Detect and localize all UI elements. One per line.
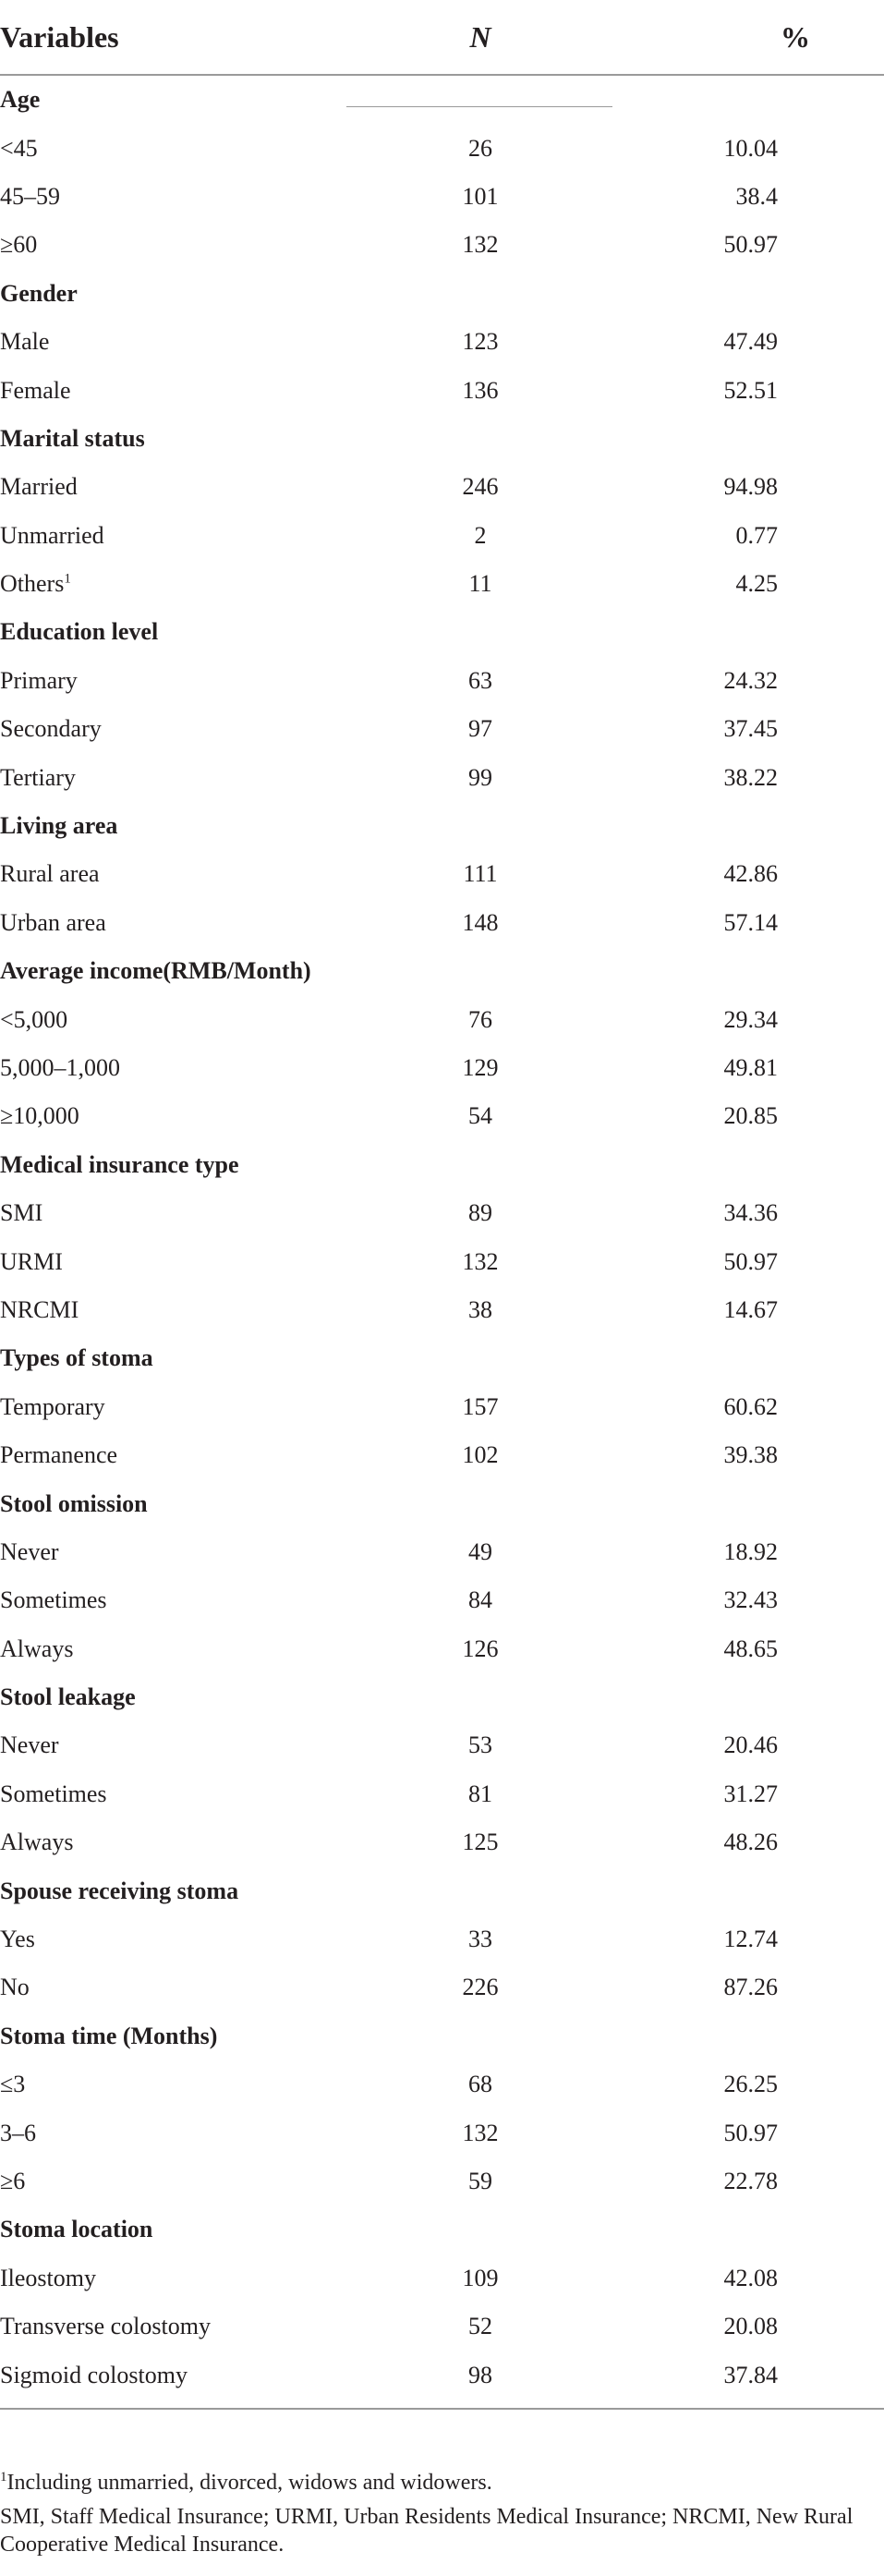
table-row: [0, 1092, 884, 1140]
row-label: Male: [0, 328, 50, 356]
row-label-cell: [0, 1286, 319, 1334]
group-header-row: [0, 1334, 884, 1382]
row-n: 123: [462, 328, 499, 356]
table-row: [0, 705, 884, 753]
row-label: <45: [0, 134, 38, 162]
table-bottom-rule: [0, 2408, 884, 2410]
row-n: 226: [462, 1974, 499, 2001]
row-percent: 12.74: [723, 1926, 778, 1953]
row-n: 111: [463, 860, 498, 888]
group-label: Spouse receiving stoma: [0, 1877, 239, 1904]
row-n: 132: [462, 231, 499, 259]
row-n: 53: [468, 1732, 492, 1759]
table-row: [0, 1286, 884, 1334]
group-label: Average income(RMB/Month): [0, 957, 311, 985]
row-percent: 14.67: [723, 1295, 778, 1323]
table-row: [0, 2254, 884, 2303]
group-label: Stool omission: [0, 1489, 148, 1517]
table-row: [0, 2108, 884, 2157]
row-n: 132: [462, 1247, 499, 1275]
row-n: 49: [468, 1537, 492, 1565]
row-label: ≥6: [0, 2167, 26, 2194]
table-row: [0, 995, 884, 1043]
group-label: Stoma location: [0, 2216, 153, 2243]
row-percent: 32.43: [723, 1586, 778, 1614]
row-label-cell: [0, 1044, 319, 1092]
table-row: [0, 1818, 884, 1866]
row-percent: 42.86: [723, 860, 778, 888]
row-n: 97: [468, 715, 492, 743]
row-n: 109: [462, 2264, 499, 2291]
group-label: Gender: [0, 279, 78, 307]
row-percent: 39.38: [723, 1441, 778, 1469]
header-variables: Variables: [0, 0, 319, 75]
row-label: ≥10,000: [0, 1102, 79, 1130]
row-label: Never: [0, 1732, 59, 1759]
row-percent: 37.84: [723, 2361, 778, 2388]
table-row: [0, 512, 884, 560]
group-header-row: [0, 2205, 884, 2254]
header-percent: %: [642, 0, 884, 75]
row-label-cell: [0, 2351, 319, 2399]
row-n: 99: [468, 763, 492, 791]
row-label: SMI: [0, 1199, 43, 1227]
row-label: Ileostomy: [0, 2264, 96, 2291]
table-row: [0, 1576, 884, 1624]
row-percent: 34.36: [723, 1199, 778, 1227]
row-label-cell: [0, 318, 319, 366]
table-header: [0, 0, 884, 75]
table-body: [0, 75, 884, 2400]
row-label: Female: [0, 376, 71, 404]
group-label: Marital status: [0, 424, 145, 452]
row-n: 26: [468, 134, 492, 162]
row-label-cell: [0, 1383, 319, 1431]
table-row: [0, 1528, 884, 1576]
table-row: [0, 1431, 884, 1479]
table-row: [0, 1721, 884, 1769]
table-row: [0, 560, 884, 608]
row-label-cell: [0, 2157, 319, 2205]
row-label: Yes: [0, 1926, 35, 1953]
row-label: Primary: [0, 666, 78, 694]
footnote-1-text: Including unmarried, divorced, widows and widowers.: [6, 2471, 492, 2495]
group-label: Stoma time (Months): [0, 2022, 218, 2049]
row-percent: 37.45: [723, 715, 778, 743]
row-label-cell: [0, 1528, 319, 1576]
group-header-row: [0, 608, 884, 656]
row-percent: 94.98: [723, 473, 778, 501]
row-percent: 18.92: [723, 1537, 778, 1565]
row-n: 129: [462, 1054, 499, 1081]
row-label: Rural area: [0, 860, 100, 888]
row-label: Permanence: [0, 1441, 118, 1469]
row-label-cell: [0, 2303, 319, 2351]
row-n: 157: [462, 1392, 499, 1420]
row-n: 11: [468, 570, 492, 598]
row-percent: 22.78: [723, 2167, 778, 2194]
row-n: 126: [462, 1634, 499, 1662]
table-row: [0, 1625, 884, 1673]
row-n: 52: [468, 2313, 492, 2340]
row-n: 38: [468, 1295, 492, 1323]
header-n: N: [319, 0, 642, 75]
table-row: [0, 1915, 884, 1963]
group-header-row: [0, 1866, 884, 1914]
table-row: [0, 1189, 884, 1237]
table-row: [0, 2157, 884, 2205]
group-header-row: [0, 1141, 884, 1189]
row-label: Temporary: [0, 1392, 105, 1420]
row-percent: 20.08: [723, 2313, 778, 2340]
row-percent: 31.27: [723, 1780, 778, 1807]
group-header-row: [0, 1479, 884, 1527]
row-percent: 49.81: [723, 1054, 778, 1081]
table-row: [0, 657, 884, 705]
row-label: 5,000–1,000: [0, 1054, 120, 1081]
row-n: 246: [462, 473, 499, 501]
row-percent: 57.14: [723, 908, 778, 936]
footnote-1-marker: 1: [0, 2470, 7, 2485]
row-label: Urban area: [0, 908, 106, 936]
row-label-cell: [0, 995, 319, 1043]
table-row: [0, 753, 884, 801]
row-label-cell: [0, 2254, 319, 2303]
row-percent: 52.51: [723, 376, 778, 404]
row-label-cell: [0, 2108, 319, 2157]
age-group-underline: [346, 106, 612, 107]
row-percent: 48.65: [723, 1634, 778, 1662]
table-row: [0, 1963, 884, 2011]
group-header-row: [0, 802, 884, 850]
row-label-cell: [0, 850, 319, 898]
row-label-cell: [0, 1770, 319, 1818]
row-label: Unmarried: [0, 521, 104, 549]
table-row: [0, 2303, 884, 2351]
row-n: 98: [468, 2361, 492, 2388]
row-label-cell: [0, 657, 319, 705]
table-row: [0, 366, 884, 414]
group-header-row: [0, 1673, 884, 1721]
row-percent: 47.49: [723, 328, 778, 356]
table-row: [0, 1044, 884, 1092]
row-label-cell: [0, 1915, 319, 1963]
row-label-cell: [0, 366, 319, 414]
row-percent: 50.97: [723, 1247, 778, 1275]
row-label: 45–59: [0, 182, 60, 210]
row-percent: 10.04: [723, 134, 778, 162]
row-label-cell: [0, 124, 319, 172]
table-row: [0, 1237, 884, 1285]
row-label-cell: [0, 1189, 319, 1237]
footnote-abbreviations: SMI, Staff Medical Insurance; URMI, Urban Residents Medical Insurance; NRCMI, New Rural Cooperative Medical Insurance.: [0, 2505, 854, 2557]
table-row: [0, 173, 884, 221]
row-label-cell: [0, 899, 319, 947]
row-percent: 60.62: [723, 1392, 778, 1420]
group-header-row: [0, 270, 884, 318]
row-label-cell: [0, 705, 319, 753]
row-percent: 50.97: [723, 2119, 778, 2146]
table-footnotes: [0, 2469, 884, 2565]
row-n: 2: [474, 521, 487, 549]
row-percent: 20.46: [723, 1732, 778, 1759]
row-n: 33: [468, 1926, 492, 1953]
row-label-cell: [0, 2060, 319, 2108]
row-label: Secondary: [0, 715, 102, 743]
row-label: Never: [0, 1537, 59, 1565]
table-row: [0, 463, 884, 511]
table-row: [0, 1383, 884, 1431]
row-label: <5,000: [0, 1005, 68, 1033]
row-percent: 50.97: [723, 231, 778, 259]
row-label: NRCMI: [0, 1295, 79, 1323]
row-label-cell: [0, 173, 319, 221]
row-label: Always: [0, 1634, 74, 1662]
group-header-row: [0, 415, 884, 463]
row-percent: 20.85: [723, 1102, 778, 1130]
group-label: Living area: [0, 812, 118, 840]
row-label-cell: [0, 1431, 319, 1479]
row-label: Sigmoid colostomy: [0, 2361, 188, 2388]
row-label-cell: [0, 1092, 319, 1140]
row-percent: 0.77: [735, 521, 778, 549]
row-percent: 87.26: [723, 1974, 778, 2001]
table-row: [0, 2351, 884, 2399]
row-label: Tertiary: [0, 763, 76, 791]
row-label: Always: [0, 1829, 74, 1856]
row-label: ≤3: [0, 2071, 26, 2098]
row-percent: 42.08: [723, 2264, 778, 2291]
row-percent: 24.32: [723, 666, 778, 694]
header-row: [0, 0, 884, 75]
table-row: [0, 1770, 884, 1818]
table-row: [0, 318, 884, 366]
group-header-row: [0, 2012, 884, 2060]
row-n: 102: [462, 1441, 499, 1469]
row-n: 54: [468, 1102, 492, 1130]
table-row: [0, 221, 884, 269]
row-label-cell: [0, 463, 319, 511]
table-row: [0, 124, 884, 172]
row-percent: 4.25: [735, 570, 778, 598]
group-label: Stool leakage: [0, 1683, 136, 1711]
row-n: 63: [468, 666, 492, 694]
row-n: 84: [468, 1586, 492, 1614]
row-label-cell: [0, 221, 319, 269]
row-n: 89: [468, 1199, 492, 1227]
row-label: Married: [0, 473, 78, 501]
table-row: [0, 2060, 884, 2108]
row-label-cell: [0, 1237, 319, 1285]
row-label-cell: [0, 753, 319, 801]
row-percent: 29.34: [723, 1005, 778, 1033]
group-label: Age: [0, 86, 41, 114]
group-label: Types of stoma: [0, 1344, 153, 1372]
row-percent: 48.26: [723, 1829, 778, 1856]
group-header-row: [0, 947, 884, 995]
row-n: 136: [462, 376, 499, 404]
row-n: 68: [468, 2071, 492, 2098]
row-label: ≥60: [0, 231, 38, 259]
row-label: Sometimes: [0, 1780, 107, 1807]
row-n: 125: [462, 1829, 499, 1856]
table-row: [0, 850, 884, 898]
row-label-cell: [0, 1818, 319, 1866]
row-label: URMI: [0, 1247, 63, 1275]
row-n: 81: [468, 1780, 492, 1807]
group-label: Medical insurance type: [0, 1150, 239, 1178]
row-label-cell: [0, 1576, 319, 1624]
row-label-cell: [0, 512, 319, 560]
row-label-cell: [0, 1721, 319, 1769]
row-percent: 38.22: [723, 763, 778, 791]
row-n: 132: [462, 2119, 499, 2146]
row-n: 59: [468, 2167, 492, 2194]
row-n: 101: [462, 182, 499, 210]
row-label-cell: [0, 560, 319, 608]
row-n: 76: [468, 1005, 492, 1033]
row-percent: 38.4: [735, 182, 778, 210]
row-percent: 26.25: [723, 2071, 778, 2098]
row-label: Others: [0, 570, 65, 598]
footnote-marker: 1: [64, 571, 71, 587]
table-row: [0, 899, 884, 947]
row-label: 3–6: [0, 2119, 36, 2146]
row-label: Transverse colostomy: [0, 2313, 211, 2340]
row-label: No: [0, 1974, 30, 2001]
group-label: Education level: [0, 618, 159, 646]
footnote-1: [0, 2469, 884, 2497]
row-label-cell: [0, 1625, 319, 1673]
row-label: Sometimes: [0, 1586, 107, 1614]
row-label-cell: [0, 1963, 319, 2011]
group-header-row: [0, 75, 884, 124]
row-n: 148: [462, 908, 499, 936]
